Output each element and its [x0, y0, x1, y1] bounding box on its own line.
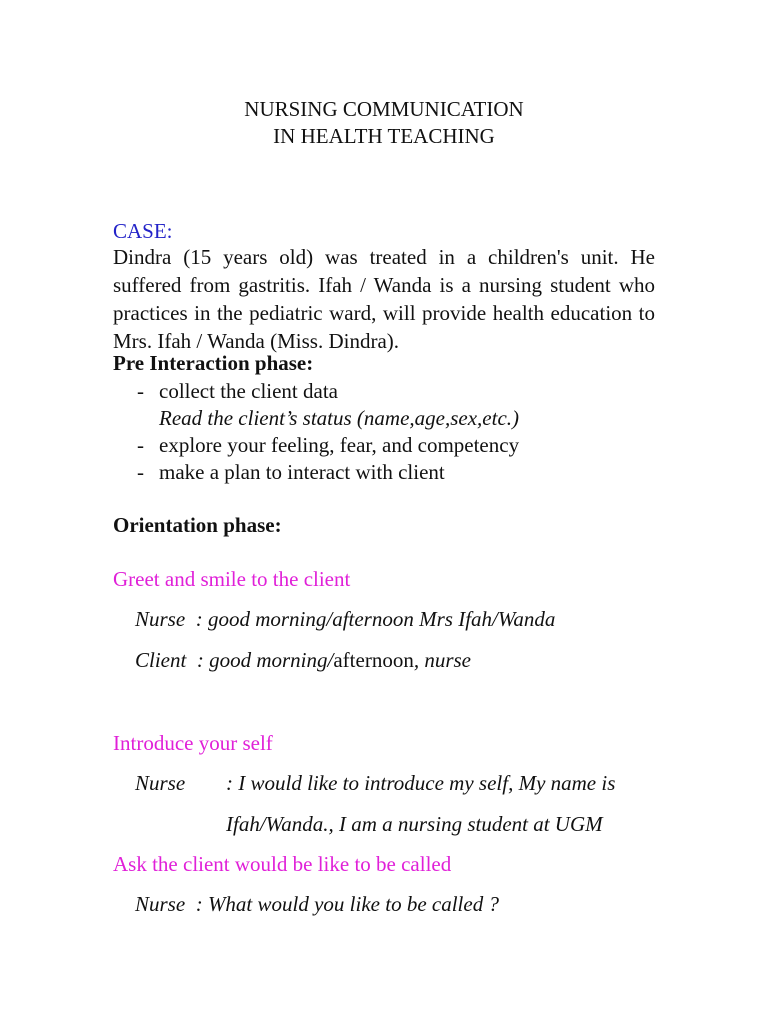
introduce-heading: Introduce your self: [113, 731, 273, 755]
document-title: [0, 96, 768, 150]
dialog-client-greet: [135, 647, 471, 673]
title-line-2: IN HEALTH TEACHING: [273, 124, 495, 148]
dialog-text: What would you like to be called ?: [207, 892, 499, 916]
dialog-nurse-ask: [135, 891, 499, 917]
orientation-heading: Orientation phase:: [113, 513, 282, 537]
speaker-label: Client: [135, 648, 187, 672]
pre-interaction-heading: Pre Interaction phase:: [113, 351, 314, 375]
list-item-text: explore your feeling, fear, and competency: [159, 433, 520, 457]
speaker-separator: :: [186, 648, 210, 672]
dialog-text: afternoon: [333, 648, 414, 672]
list-item: [137, 459, 657, 486]
dialog-nurse-introduce: [135, 770, 615, 796]
speaker-label: Nurse: [135, 892, 186, 916]
list-item-note: Read the client’s status (name,age,sex,etc.): [159, 406, 520, 430]
bullet-dash: -: [137, 460, 144, 484]
speaker-separator: :: [185, 892, 208, 916]
speaker-label: Nurse: [135, 771, 186, 795]
list-item: [137, 378, 657, 432]
speaker-label: Nurse: [135, 607, 186, 631]
dialog-text: , nurse: [413, 648, 471, 672]
ask-name-heading: Ask the client would be like to be called: [113, 852, 452, 876]
case-label: CASE:: [113, 219, 173, 243]
dialog-text: good morning/afternoon Mrs Ifah/Wanda: [207, 607, 556, 631]
bullet-dash: -: [137, 379, 144, 403]
bullet-dash: -: [137, 433, 144, 457]
pre-interaction-list: [137, 378, 657, 486]
dialog-nurse-greet: [135, 606, 555, 632]
dialog-nurse-introduce-continued: Ifah/Wanda., I am a nursing student at UGM: [226, 812, 603, 836]
greet-heading: Greet and smile to the client: [113, 567, 351, 591]
case-description: Dindra (15 years old) was treated in a children's unit. He suffered from gastritis. Ifah / Wanda is a nursing student who practices in the pediatric ward, will provide health education to Mrs. Ifah / Wanda (Miss. Dindra).: [113, 245, 655, 353]
dialog-text: : I would like to introduce my self, My name is: [226, 771, 616, 795]
title-line-1: NURSING COMMUNICATION: [244, 97, 524, 121]
speaker-separator: :: [185, 607, 208, 631]
dialog-text: good morning/: [209, 648, 334, 672]
list-item: [137, 432, 657, 459]
list-item-text: make a plan to interact with client: [159, 460, 445, 484]
list-item-text: collect the client data: [159, 379, 338, 403]
